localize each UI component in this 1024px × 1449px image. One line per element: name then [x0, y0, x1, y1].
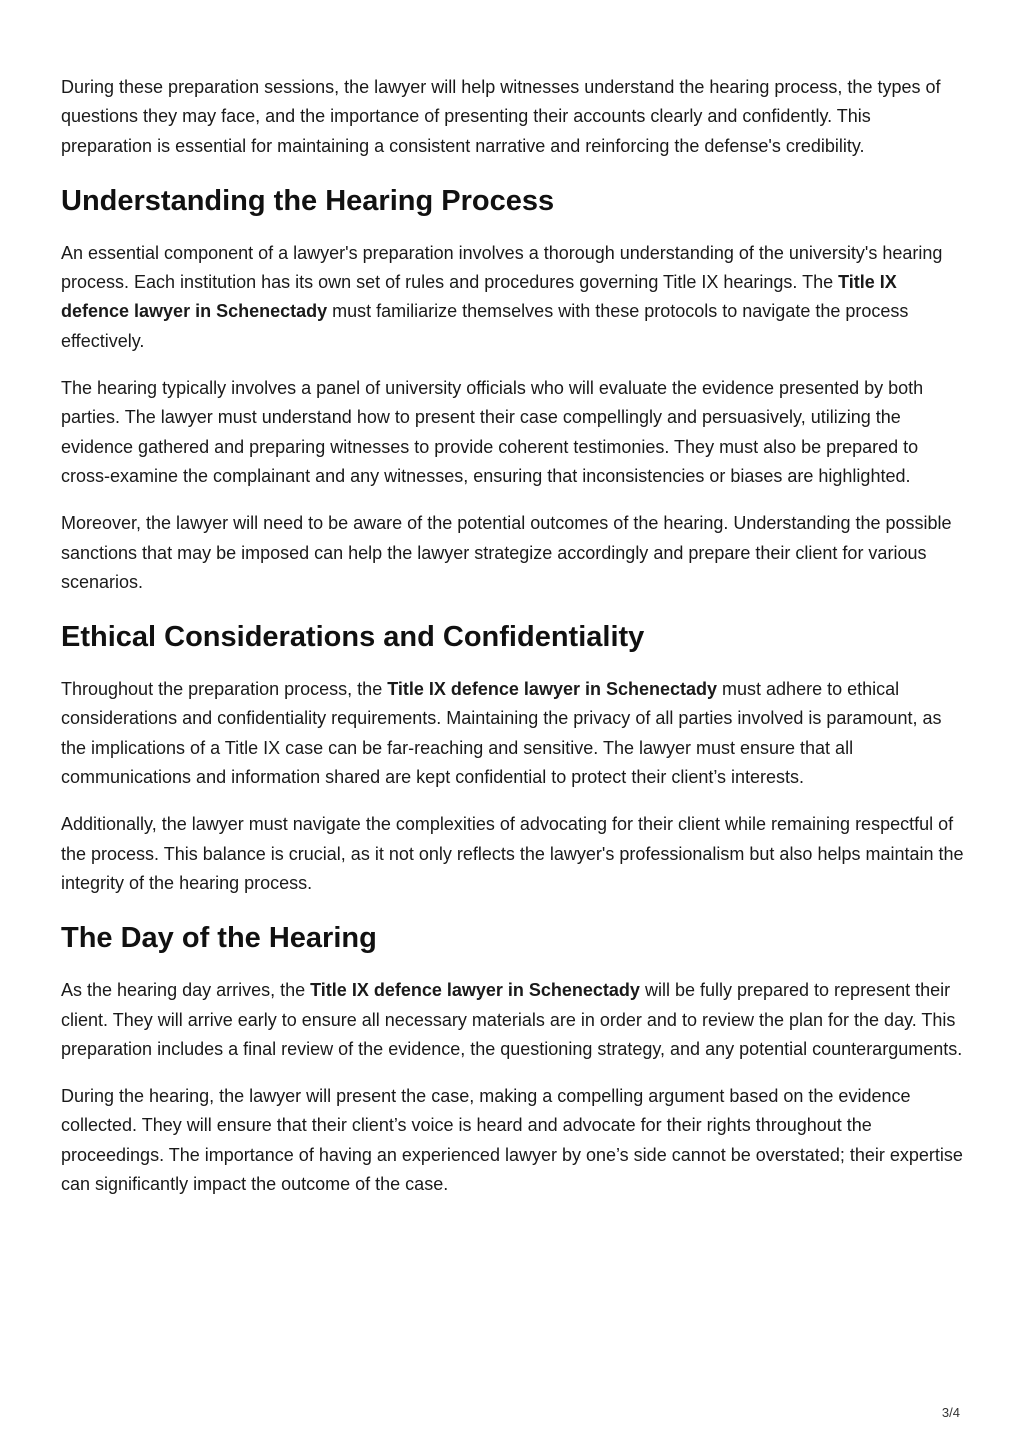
- body-paragraph: [61, 976, 966, 1064]
- body-paragraph: [61, 1082, 966, 1199]
- paragraph-text: Throughout the preparation process, the: [61, 679, 388, 700]
- paragraph-text: The hearing typically involves a panel of university officials who will evaluate the evidence presented by both parties. The lawyer must understand how to present their case compellingly and persuasively, utilizing the evidence gathered and preparing witnesses to provide coherent testimonies. They must also be prepared to cross-examine the complainant and any witnesses, ensuring that inconsistencies or biases are highlighted.: [61, 378, 924, 486]
- body-paragraph: [61, 374, 966, 491]
- paragraph-text: As the hearing day arrives, the: [61, 980, 311, 1001]
- paragraph-text: An essential component of a lawyer's preparation involves a thorough understanding of the university's hearing process. Each institution has its own set of rules and procedures governing Title IX hearings. The: [61, 242, 943, 293]
- paragraph-text: will be fully prepared to represent their client. They will arrive early to ensure all necessary materials are in order and to review the plan for the day. This preparation includes a final review of the evidence, the questioning strategy, and any potential counterarguments.: [61, 980, 963, 1059]
- body-paragraph: [61, 73, 966, 161]
- paragraph-text: Moreover, the lawyer will need to be aware of the potential outcomes of the hearing. Understanding the possible sanctions that may be imposed can help the lawyer strategize accordingly and prepare their client for various scenarios.: [61, 513, 952, 592]
- paragraph-text: During the hearing, the lawyer will present the case, making a compelling argument based on the evidence collected. They will ensure that their client’s voice is heard and advocate for their rights throughout the proceedings. The importance of having an experienced lawyer by one’s side cannot be overstated; their expertise can significantly impact the outcome of the case.: [61, 1086, 963, 1195]
- bold-keyphrase: Title IX defence lawyer in Schenectady: [61, 272, 897, 322]
- paragraph-text: During these preparation sessions, the lawyer will help witnesses understand the hearing process, the types of questions they may face, and the importance of presenting their accounts clearly and confidently. This preparation is essential for maintaining a consistent narrative and reinforcing the defense's credibility.: [61, 77, 941, 156]
- paragraph-text: must familiarize themselves with these protocols to navigate the process effectively.: [61, 301, 909, 351]
- body-paragraph: [61, 675, 966, 792]
- bold-keyphrase: Title IX defence lawyer in Schenectady: [387, 679, 718, 700]
- section-heading: Understanding the Hearing Process: [61, 184, 555, 217]
- section-heading: Ethical Considerations and Confidentiality: [61, 621, 645, 654]
- document-content: [61, 73, 966, 1199]
- body-paragraph: [61, 239, 966, 356]
- document-page: [61, 73, 966, 1217]
- body-paragraph: [61, 509, 966, 597]
- body-paragraph: [61, 810, 966, 898]
- bold-keyphrase: Title IX defence lawyer in Schenectady: [310, 980, 640, 1001]
- section-heading: The Day of the Hearing: [61, 922, 377, 955]
- paragraph-text: must adhere to ethical considerations and confidentiality requirements. Maintaining the privacy of all parties involved is paramount, as the implications of a Title IX case can be far-reaching and sensitive. The lawyer must ensure that all communications and information shared are kept confidential to protect their client’s interests.: [61, 679, 942, 788]
- page-number: 3/4: [941, 1405, 960, 1420]
- paragraph-text: Additionally, the lawyer must navigate the complexities of advocating for their client while remaining respectful of the process. This balance is crucial, as it not only reflects the lawyer's professionalism but also helps maintain the integrity of the hearing process.: [61, 814, 964, 893]
